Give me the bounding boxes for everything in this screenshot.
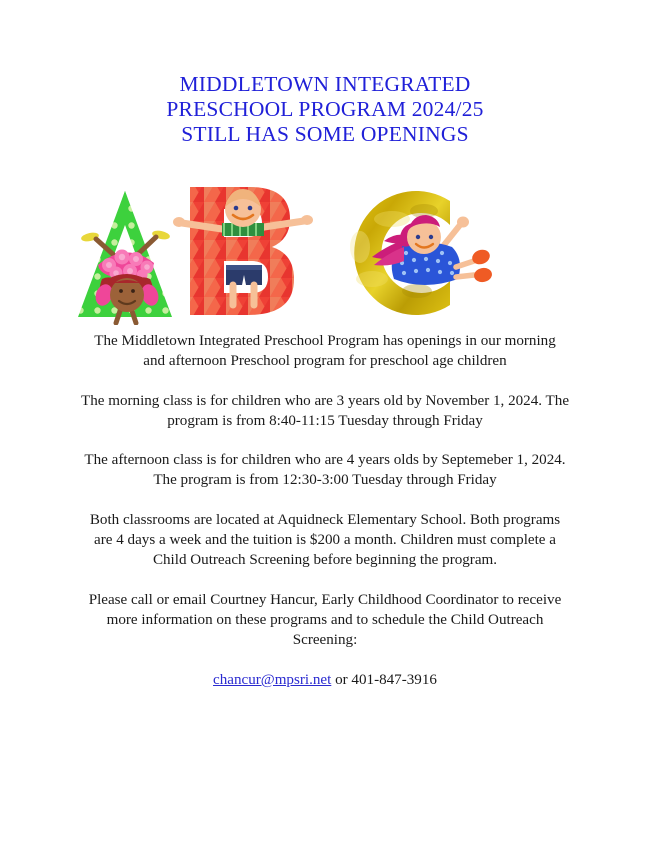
phone-number: 401-847-3916 <box>351 671 437 688</box>
paragraph-contact-instructions: Please call or email Courtney Hancur, Early Childhood Coordinator to receive more information on these programs and to schedule the Child Outreach Screening: <box>88 591 562 649</box>
paragraph-morning-class: The morning class is for children who are 3 years old by November 1, 2024. The program is from 8:40-11:15 Tuesday through Friday <box>80 392 570 429</box>
paragraph-afternoon-class: The afternoon class is for children who are 4 years olds by Septemeber 1, 2024. The program is from 12:30-3:00 Tuesday through Friday <box>84 452 566 489</box>
body-content <box>60 331 590 705</box>
letter-a-group <box>78 191 172 323</box>
title-line-2: PRESCHOOL PROGRAM 2024/25 <box>166 97 484 121</box>
title-line-3: STILL HAS SOME OPENINGS <box>181 122 469 146</box>
abc-children-illustration <box>72 183 578 325</box>
contact-line <box>60 670 590 690</box>
paragraph-intro: The Middletown Integrated Preschool Program has openings in our morning and afternoon Preschool program for preschool age children <box>94 333 556 370</box>
title-line-1: MIDDLETOWN INTEGRATED <box>179 72 471 96</box>
letter-c-group <box>350 191 493 315</box>
email-link[interactable]: chancur@mpsri.net <box>213 671 332 688</box>
page-title <box>0 72 650 147</box>
contact-separator: or <box>331 671 352 688</box>
paragraph-location-tuition: Both classrooms are located at Aquidneck Elementary School. Both programs are 4 days a week and the tuition is $200 a month. Children must complete a Child Outreach Screening before beginning the program. <box>89 511 561 569</box>
letter-b-group <box>173 187 313 315</box>
